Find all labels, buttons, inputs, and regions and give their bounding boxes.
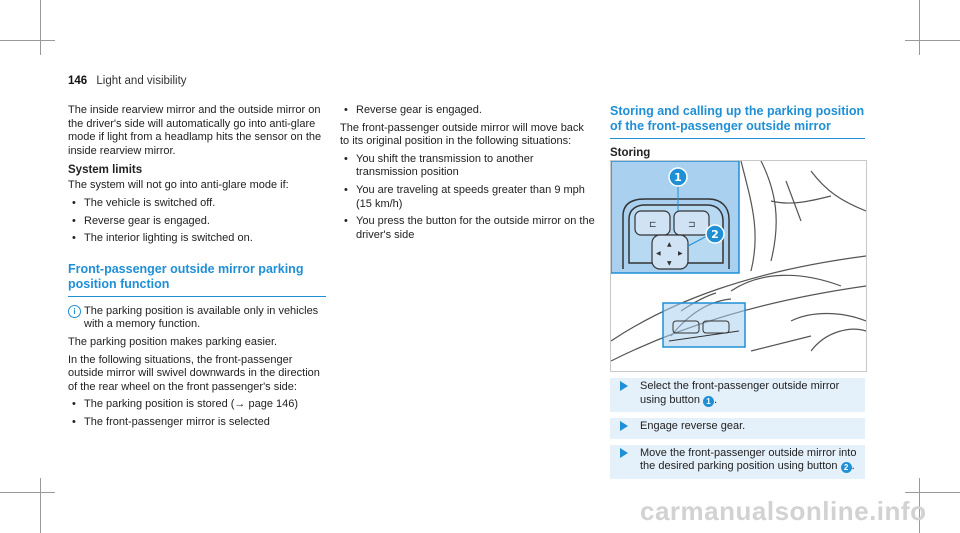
- watermark: carmanualsonline.info: [640, 496, 927, 526]
- svg-text:⊏: ⊏: [649, 220, 657, 230]
- step-reverse-gear: Engage reverse gear.: [610, 418, 865, 439]
- callout-2: [706, 225, 724, 243]
- list-item: • You shift the transmission to another transmission position: [340, 153, 596, 180]
- svg-text:▲: ▲: [667, 241, 672, 248]
- list-item: • The front-passenger mirror is selected: [68, 416, 326, 430]
- crop-mark: [919, 0, 920, 55]
- callout-1: [669, 168, 687, 186]
- list-item: • The parking position is stored (→ page 146): [68, 398, 326, 412]
- crop-mark: [0, 40, 55, 41]
- limits-text: The system will not go into anti-glare mode if:: [68, 179, 289, 192]
- list-item: • You press the button for the outside mirror on the driver's side: [340, 215, 596, 242]
- storing-section-heading: Storing and calling up the parking position of the front-passenger outside mirror: [610, 104, 865, 139]
- door-panel-illustration: [610, 160, 867, 372]
- paragraph: The parking position makes parking easier.: [68, 335, 278, 348]
- page-header: [68, 75, 187, 87]
- page-number: 146: [68, 75, 88, 87]
- intro-paragraph: The inside rearview mirror and the outside mirror on the driver's side will automatically go into anti-glare mode if light from a headlamp hits the sensor on the inside rearview mirror.: [68, 104, 322, 157]
- svg-text:▼: ▼: [667, 260, 672, 267]
- note-paragraph: [68, 305, 326, 332]
- crop-mark: [905, 40, 960, 41]
- crop-mark: [40, 0, 41, 55]
- move-back-list: [340, 153, 596, 243]
- paragraph: The front-passenger outside mirror will move back to its original position in the following situations:: [340, 121, 584, 148]
- section-title: Light and visibility: [96, 75, 187, 87]
- paragraph: In the following situations, the front-passenger outside mirror will swivel downwards in the direction of the rear wheel on the front passenger's side:: [68, 353, 320, 393]
- step-select-mirror: Select the front-passenger outside mirror using button 1 .: [610, 378, 865, 412]
- steps-list: [610, 378, 865, 485]
- crop-mark: [905, 492, 960, 493]
- limits-list: [68, 197, 326, 246]
- callout-badge: 2: [841, 462, 852, 473]
- step-move-mirror: Move the front-passenger outside mirror into the desired parking position using button 2 .: [610, 445, 865, 479]
- note-text: The parking position is available only in vehicles with a memory function.: [84, 304, 319, 331]
- svg-text:⊐: ⊐: [688, 220, 696, 230]
- door-illustration-svg: [611, 161, 866, 371]
- svg-text:2: 2: [711, 228, 719, 241]
- crop-mark: [40, 478, 41, 533]
- parking-position-heading: Front-passenger outside mirror parking position function: [68, 262, 326, 297]
- list-item: • You are traveling at speeds greater than 9 mph (15 km/h): [340, 184, 596, 211]
- list-item: • The interior lighting is switched on.: [68, 232, 326, 246]
- info-icon: i: [68, 305, 81, 318]
- column-right: [610, 104, 865, 159]
- svg-text:◀: ◀: [656, 250, 661, 257]
- list-item: • Reverse gear is engaged.: [340, 104, 596, 118]
- step-arrow-icon: [620, 381, 628, 391]
- system-limits-heading: System limits: [68, 164, 143, 177]
- situations-list: [68, 398, 326, 429]
- callout-badge: 1: [703, 396, 714, 407]
- list-top: [340, 104, 596, 118]
- step-arrow-icon: [620, 421, 628, 431]
- svg-text:▶: ▶: [678, 250, 683, 257]
- list-item: • The vehicle is switched off.: [68, 197, 326, 211]
- storing-subheading: Storing: [610, 147, 651, 159]
- step-arrow-icon: [620, 448, 628, 458]
- crop-mark: [0, 492, 55, 493]
- list-item: • Reverse gear is engaged.: [68, 215, 326, 229]
- svg-text:1: 1: [674, 171, 682, 184]
- column-left: [68, 104, 326, 434]
- column-middle: [340, 104, 596, 246]
